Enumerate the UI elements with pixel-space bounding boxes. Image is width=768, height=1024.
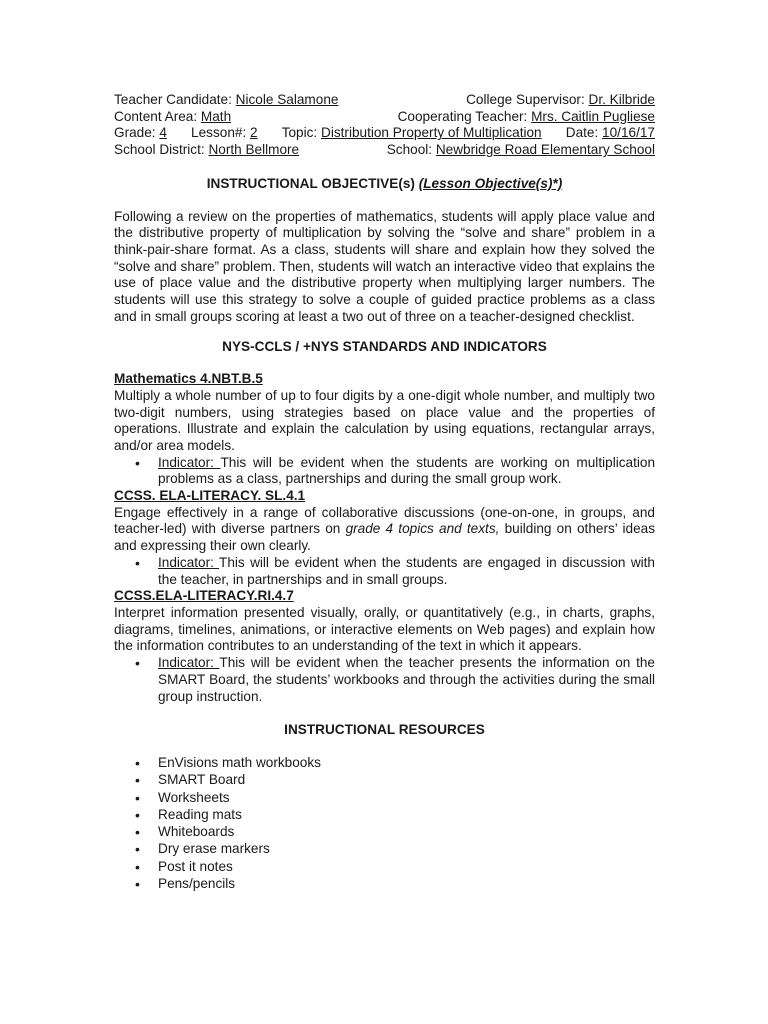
indicator-item bbox=[158, 655, 655, 705]
lesson-header bbox=[114, 92, 655, 159]
cooperating-teacher-value: Mrs. Caitlin Pugliese bbox=[531, 108, 655, 124]
indicator-label: Indicator: bbox=[158, 454, 221, 470]
header-row-1 bbox=[114, 92, 655, 109]
cooperating-teacher-label: Cooperating Teacher: bbox=[397, 108, 532, 124]
college-supervisor-value: Dr. Kilbride bbox=[588, 92, 655, 107]
lesson-plan-page bbox=[114, 92, 655, 893]
date-value: 10/16/17 bbox=[602, 125, 655, 141]
standard-ela-ri bbox=[114, 588, 655, 705]
resource-item: • Dry erase markers bbox=[158, 841, 655, 858]
resource-item: • Reading mats bbox=[158, 807, 655, 824]
standard-code: CCSS.ELA-LITERACY.RI.4.7 bbox=[114, 588, 294, 604]
content-area-label: Content Area: bbox=[114, 108, 201, 124]
indicator-label: Indicator: bbox=[158, 554, 220, 570]
teacher-candidate-label: Teacher Candidate: bbox=[114, 92, 236, 107]
indicator-item bbox=[158, 455, 655, 488]
indicator-text: This will be evident when the teacher presents the information on the SMART Board, the students’ workbooks and through the activities during the small group instruction. bbox=[158, 655, 655, 704]
resources-heading: INSTRUCTIONAL RESOURCES bbox=[284, 722, 485, 738]
standard-code: CCSS. ELA-LITERACY. SL.4.1 bbox=[114, 488, 306, 504]
standard-math-nbt bbox=[114, 371, 655, 488]
school-district-value: North Bellmore bbox=[208, 142, 300, 158]
header-row-3 bbox=[114, 125, 655, 142]
school-label: School: bbox=[386, 142, 436, 158]
indicator-item bbox=[158, 555, 655, 588]
objective-heading: INSTRUCTIONAL OBJECTIVE(s) (Lesson Objective(s)*) bbox=[206, 175, 563, 191]
resource-item: • Pens/pencils bbox=[158, 876, 655, 893]
topic-value: Distribution Property of Multiplication bbox=[321, 125, 542, 141]
header-row-4 bbox=[114, 142, 655, 159]
school-value: Newbridge Road Elementary School bbox=[435, 142, 655, 158]
resource-item: • Whiteboards bbox=[158, 824, 655, 841]
indicator-text: This will be evident when the students are working on multiplication problems as a class, partnerships and during the small group work. bbox=[158, 454, 656, 487]
school-district-label: School District: bbox=[114, 142, 209, 158]
standard-ela-sl bbox=[114, 488, 655, 588]
date-label: Date: bbox=[565, 125, 603, 141]
lesson-label: Lesson#: bbox=[191, 125, 250, 141]
resource-item: • SMART Board bbox=[158, 772, 655, 789]
college-supervisor-label: College Supervisor: bbox=[466, 92, 589, 107]
teacher-candidate-value: Nicole Salamone bbox=[235, 92, 339, 107]
resources-list bbox=[114, 755, 655, 893]
indicator-label: Indicator: bbox=[158, 655, 220, 671]
standard-text: Interpret information presented visually, orally, or quantitatively (e.g., in charts, graphs, diagrams, timelines, animations, or interactive elements on Web pages) and explain how the information contributes to an understanding of the text in which it appears. bbox=[114, 604, 655, 654]
content-area-value: Math bbox=[200, 108, 232, 124]
topic-label: Topic: bbox=[281, 125, 321, 141]
standard-text: Engage effectively in a range of collaborative discussions (one-on-one, in groups, and teacher-led) with diverse partners on grade 4 topics and texts, building on others’ ideas and expressing their own clearly. bbox=[114, 504, 655, 554]
standard-code: Mathematics 4.NBT.B.5 bbox=[114, 371, 263, 387]
standards-heading: NYS-CCLS / +NYS STANDARDS AND INDICATORS bbox=[222, 339, 547, 355]
grade-value: 4 bbox=[159, 125, 167, 141]
resource-item: • Worksheets bbox=[158, 790, 655, 807]
indicator-list bbox=[114, 455, 655, 488]
objective-paragraph: Following a review on the properties of mathematics, students will apply place value and the distributive property of multiplication by solving the “solve and share” problem in a think-pair-share format. As a class, students will share and explain how they solved the “solve and share” problem. Then, students will watch an interactive video that explains the use of place value and the distributive property when multiplying larger numbers. The students will use this strategy to solve a couple of guided practice problems as a class and in small groups scoring at least a two out of three on a teacher-designed checklist. bbox=[114, 208, 655, 324]
resource-item: • EnVisions math workbooks bbox=[158, 755, 655, 772]
indicator-list bbox=[114, 655, 655, 705]
grade-label: Grade: bbox=[114, 125, 160, 141]
indicator-text: This will be evident when the students are engaged in discussion with the teacher, in partnerships and in small groups. bbox=[158, 554, 655, 587]
standard-text: Multiply a whole number of up to four digits by a one-digit whole number, and multiply two two-digit numbers, using strategies based on place value and the properties of operations. Illustrate and explain the calculation by using equations, rectangular arrays, and/or area models. bbox=[114, 387, 655, 453]
lesson-value: 2 bbox=[250, 125, 258, 141]
resource-item: • Post it notes bbox=[158, 859, 655, 876]
indicator-list bbox=[114, 555, 655, 588]
header-row-2 bbox=[114, 109, 655, 126]
objective-heading-sub: (Lesson Objective(s)*) bbox=[418, 175, 563, 191]
